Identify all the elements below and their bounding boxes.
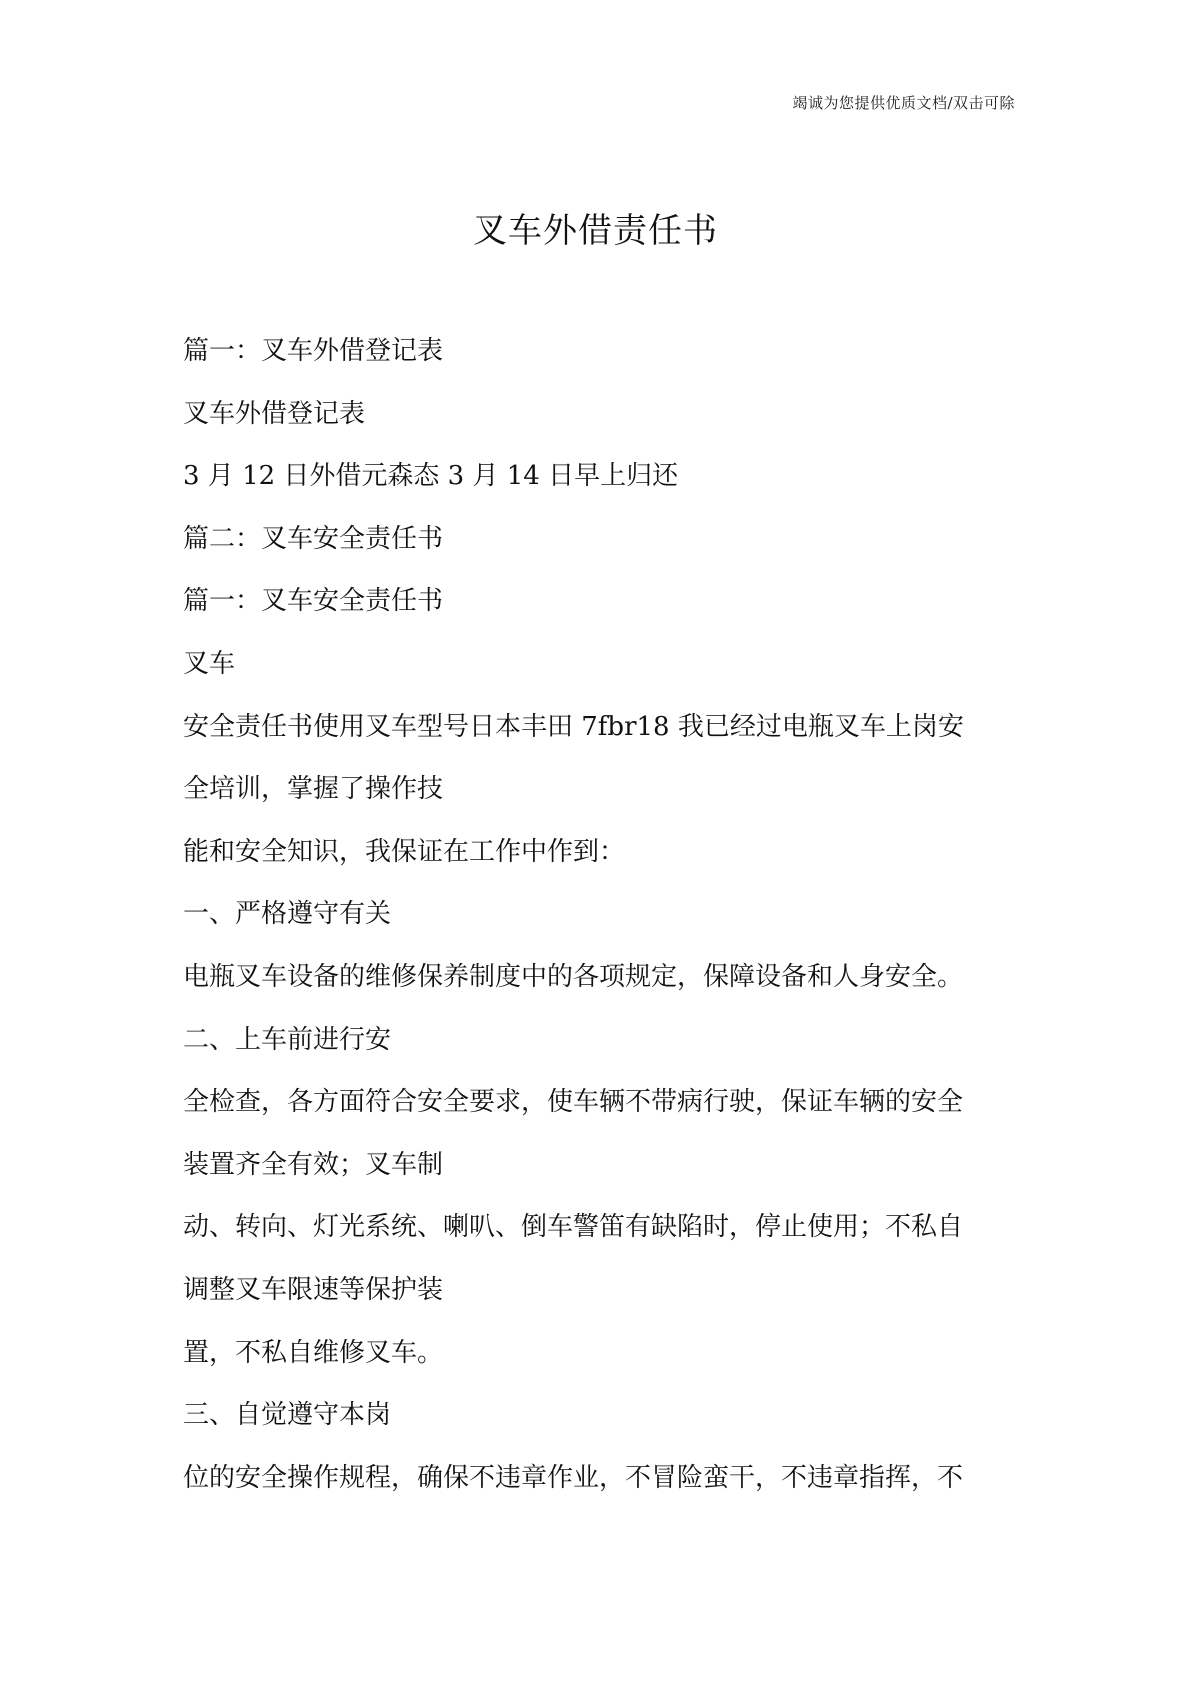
body-line: 装置齐全有效；叉车制 [183, 1149, 444, 1180]
body-line: 电瓶叉车设备的维修保养制度中的各项规定，保障设备和人身安全。 [183, 961, 964, 992]
body-line: 三、自觉遵守本岗 [183, 1400, 392, 1431]
body-line: 全检查，各方面符合安全要求，使车辆不带病行驶，保证车辆的安全 [183, 1087, 964, 1118]
header-note: 竭诚为您提供优质文档/双击可除 [792, 94, 1015, 112]
body-line: 篇一：叉车安全责任书 [183, 586, 444, 617]
body-line: 篇一：叉车外借登记表 [183, 336, 444, 366]
body-line: 位的安全操作规程，确保不违章作业，不冒险蛮干，不违章指挥，不 [183, 1462, 964, 1493]
body-line: 叉车 [183, 648, 236, 679]
body-line: 安全责任书使用叉车型号日本丰田 7fbr18 我已经过电瓶叉车上岗安 [183, 711, 964, 742]
body-line: 叉车外借登记表 [183, 398, 366, 429]
document-body [183, 333, 1023, 1522]
body-line: 一、严格遵守有关 [183, 899, 392, 930]
document-title: 叉车外借责任书 [473, 211, 718, 251]
body-line: 置，不私自维修叉车。 [183, 1337, 444, 1368]
body-line: 动、转向、灯光系统、喇叭、倒车警笛有缺陷时，停止使用；不私自 [183, 1212, 964, 1243]
body-line: 能和安全知识，我保证在工作中作到： [183, 836, 626, 867]
body-line: 3 月 12 日外借元森态 3 月 14 日早上归还 [183, 461, 679, 492]
body-line: 篇二：叉车安全责任书 [183, 523, 444, 554]
body-line: 全培训，掌握了操作技 [183, 774, 444, 805]
body-line: 二、上车前进行安 [183, 1024, 392, 1055]
body-line: 调整叉车限速等保护装 [183, 1274, 444, 1305]
